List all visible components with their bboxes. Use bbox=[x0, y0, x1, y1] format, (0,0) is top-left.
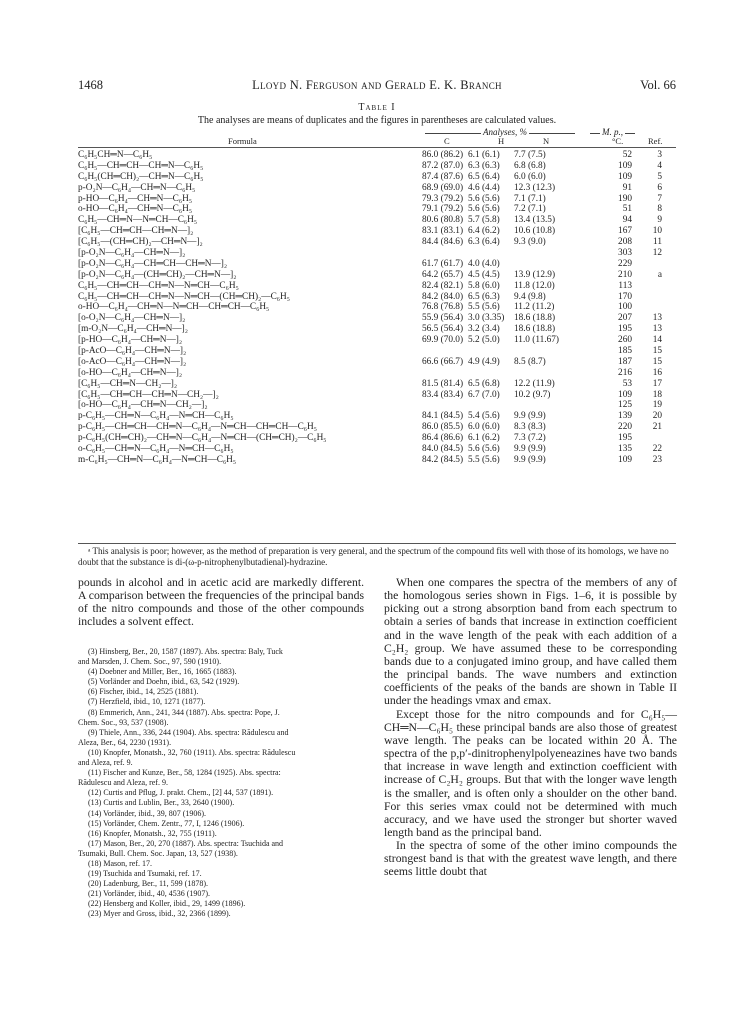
table-top-rule bbox=[78, 147, 676, 148]
hydrogen-cell: 6.5 (6.8) bbox=[468, 378, 500, 389]
melting-point-cell: 229 bbox=[618, 258, 632, 269]
reference-line: Tsumaki, Bull. Chem. Soc. Japan, 13, 527 (1938). bbox=[78, 848, 238, 858]
reference-line: (21) Vorländer, ibid., 40, 4536 (1907). bbox=[88, 889, 211, 899]
formula-cell: C₆H₅—CH═N—N═CH—C₆H₅ bbox=[78, 215, 198, 226]
reference-line: and Marsden, J. Chem. Soc., 97, 590 (1910). bbox=[78, 657, 222, 667]
formula-cell: [p-O₂N—C₆H₄—(CH═CH)₂—CH═N—]₂ bbox=[78, 269, 237, 280]
carbon-cell: 83.4 (83.4) bbox=[422, 389, 464, 400]
formula-cell: p-C₆H₅(CH═CH)₂—CH═N—C₆H₄—N═CH—(CH═CH)₂—C₆H₅ bbox=[78, 433, 327, 444]
formula-cell: C₆H₅—CH═CH—CH═N—N═CH—(CH═CH)₂—C₆H₅ bbox=[78, 291, 290, 302]
table-body bbox=[78, 150, 678, 466]
table-row bbox=[78, 292, 678, 303]
hydrogen-cell: 4.6 (4.4) bbox=[468, 182, 500, 193]
formula-cell: p-C₆H₅—CH═N—C₆H₄—N═CH—C₆H₅ bbox=[78, 411, 234, 422]
formula-cell: C₆H₅CH═N—C₆H₅ bbox=[78, 150, 153, 160]
reference-cell: 17 bbox=[652, 378, 662, 389]
melting-point-cell: 208 bbox=[618, 237, 632, 248]
nitrogen-cell: 6.0 (6.0) bbox=[514, 171, 546, 182]
nitrogen-cell: 9.9 (9.9) bbox=[514, 411, 546, 422]
body-paragraph: In the spectra of some of the other imino compounds the strongest band is that with the greatest wave length, and there seems little doubt that bbox=[384, 839, 677, 879]
carbon-cell: 84.1 (84.5) bbox=[422, 411, 464, 422]
nitrogen-cell: 6.8 (6.8) bbox=[514, 160, 546, 171]
reference-line: (17) Mason, Ber., 20, 270 (1887). Abs. spectra: Tsuchida and bbox=[88, 838, 284, 848]
melting-point-cell: 187 bbox=[618, 356, 632, 367]
table-row bbox=[78, 313, 678, 324]
reference-cell: 3 bbox=[657, 150, 662, 160]
carbon-cell: 83.1 (83.1) bbox=[422, 226, 464, 237]
nitrogen-cell: 13.9 (12.9) bbox=[514, 269, 556, 280]
formula-cell: o-HO—C₆H₄—CH═N—C₆H₅ bbox=[78, 204, 193, 215]
formula-cell: [p-O₂N—C₆H₄—CH═N—]₂ bbox=[78, 248, 186, 259]
carbon-cell: 86.0 (86.2) bbox=[422, 150, 464, 160]
formula-cell: [C₆H₅—CH═CH—CH═N—CH₂—]₂ bbox=[78, 389, 219, 400]
reference-line: (16) Knopfer, Monatsh., 32, 755 (1911). bbox=[88, 828, 217, 838]
melting-point-cell: 303 bbox=[618, 248, 632, 259]
hydrogen-cell: 6.4 (6.2) bbox=[468, 226, 500, 237]
hydrogen-cell: 5.5 (5.6) bbox=[468, 454, 500, 465]
carbon-cell: 55.9 (56.4) bbox=[422, 313, 464, 324]
hydrogen-cell: 6.5 (6.3) bbox=[468, 291, 500, 302]
reference-line: (14) Vorländer, ibid., 39, 807 (1906). bbox=[88, 808, 207, 818]
reference-cell: 15 bbox=[652, 356, 662, 367]
carbon-cell: 86.0 (85.5) bbox=[422, 422, 464, 433]
table-row bbox=[78, 226, 678, 237]
melting-point-cell: 91 bbox=[622, 182, 632, 193]
table-row bbox=[78, 270, 678, 281]
reference-line: (15) Vorländer, Chem. Zentr., 77, I, 1246 (1906). bbox=[88, 818, 245, 828]
reference-cell: 8 bbox=[657, 204, 662, 215]
melting-point-cell: 109 bbox=[618, 171, 632, 182]
right-column bbox=[384, 576, 677, 879]
reference-cell: 21 bbox=[652, 422, 662, 433]
table-row bbox=[78, 215, 678, 226]
reference-cell: 11 bbox=[653, 237, 662, 248]
table-bottom-rule bbox=[78, 543, 676, 544]
nitrogen-cell: 12.3 (12.3) bbox=[514, 182, 556, 193]
reference-line: (13) Curtis and Lublin, Ber., 33, 2640 (1900). bbox=[88, 798, 235, 808]
formula-cell: [m-O₂N—C₆H₄—CH═N—]₂ bbox=[78, 324, 188, 335]
formula-cell: p-O₂N—C₆H₄—CH═N—C₆H₅ bbox=[78, 182, 196, 193]
reference-cell: 9 bbox=[657, 215, 662, 226]
melting-point-cell: 100 bbox=[618, 302, 632, 313]
carbon-cell: 84.2 (84.0) bbox=[422, 291, 464, 302]
hydrogen-cell: 3.0 (3.35) bbox=[468, 313, 505, 324]
reference-line: (4) Doebner and Miller, Ber., 16, 1665 (1883). bbox=[88, 667, 237, 677]
carbon-cell: 56.5 (56.4) bbox=[422, 324, 464, 335]
hydrogen-cell: 6.1 (6.1) bbox=[468, 150, 500, 160]
reference-line: Chem. Soc., 93, 537 (1908). bbox=[78, 717, 169, 727]
running-title: Lloyd N. Ferguson and Gerald E. K. Branch bbox=[252, 78, 502, 92]
formula-cell: [o-HO—C₆H₄—CH═N—CH₂—]₂ bbox=[78, 400, 208, 411]
formula-cell: p-HO—C₆H₄—CH═N—C₆H₅ bbox=[78, 193, 193, 204]
nitrogen-cell: 8.5 (8.7) bbox=[514, 356, 546, 367]
melting-point-cell: 139 bbox=[618, 411, 632, 422]
formula-cell: [C₆H₅—CH═N—CH₂—]₂ bbox=[78, 378, 178, 389]
carbon-cell: 87.4 (87.6) bbox=[422, 171, 464, 182]
formula-cell: [p-HO—C₆H₄—CH═N—]₂ bbox=[78, 335, 183, 346]
formula-cell: [p-O₂N—C₆H₄—CH═CH—CH═N—]₂ bbox=[78, 258, 228, 269]
formula-cell: p-C₆H₅—CH═CH—CH═N—C₆H₄—N═CH—CH═CH—C₆H₅ bbox=[78, 422, 317, 433]
reference-line: (23) Myer and Gross, ibid., 32, 2366 (1899). bbox=[88, 909, 231, 919]
table-row bbox=[78, 390, 678, 401]
formula-cell: [p-AcO—C₆H₄—CH═N—]₂ bbox=[78, 346, 187, 357]
reference-cell: 6 bbox=[657, 182, 662, 193]
reference-line: (18) Mason, ref. 17. bbox=[88, 858, 152, 868]
hydrogen-cell: 5.6 (5.6) bbox=[468, 204, 500, 215]
reference-line: (12) Curtis and Pflug, J. prakt. Chem., [2] 44, 537 (1891). bbox=[88, 788, 274, 798]
table-row bbox=[78, 368, 678, 379]
formula-cell: [C₆H₅—CH═CH—CH═N—]₂ bbox=[78, 226, 194, 237]
reference-cell: 19 bbox=[652, 400, 662, 411]
hydrogen-cell: 6.0 (6.0) bbox=[468, 422, 500, 433]
formula-cell: [o-O₂N—C₆H₄—CH═N—]₂ bbox=[78, 313, 186, 324]
nitrogen-cell: 13.4 (13.5) bbox=[514, 215, 556, 226]
nitrogen-cell: 18.6 (18.8) bbox=[514, 313, 556, 324]
hydrogen-cell: 6.7 (7.0) bbox=[468, 389, 500, 400]
melting-point-cell: 53 bbox=[622, 378, 632, 389]
carbon-cell: 69.9 (70.0) bbox=[422, 335, 464, 346]
reference-line: (3) Hinsberg, Ber., 20, 1587 (1897). Abs. spectra: Baly, Tuck bbox=[88, 647, 283, 656]
table-row bbox=[78, 400, 678, 411]
formula-cell: m-C₆H₅—CH═N—C₆H₄—N═CH—C₆H₅ bbox=[78, 454, 237, 465]
reference-cell: 18 bbox=[652, 389, 662, 400]
nitrogen-cell: 7.3 (7.2) bbox=[514, 433, 546, 444]
table-row bbox=[78, 433, 678, 444]
hydrogen-cell: 5.5 (5.6) bbox=[468, 302, 500, 313]
reference-line: and Aleza, ref. 9. bbox=[78, 758, 133, 768]
table-row bbox=[78, 444, 678, 455]
nitrogen-cell: 8.3 (8.3) bbox=[514, 422, 546, 433]
nitrogen-cell: 7.2 (7.1) bbox=[514, 204, 546, 215]
table-row bbox=[78, 281, 678, 292]
nitrogen-cell: 9.4 (9.8) bbox=[514, 291, 546, 302]
melting-point-cell: 109 bbox=[618, 389, 632, 400]
reference-line: (9) Thiele, Ann., 336, 244 (1904). Abs. spectra: Rădulescu and bbox=[88, 727, 289, 737]
carbon-cell: 79.3 (79.2) bbox=[422, 193, 464, 204]
carbon-cell: 82.4 (82.1) bbox=[422, 280, 464, 291]
carbon-cell: 81.5 (81.4) bbox=[422, 378, 464, 389]
table-row bbox=[78, 335, 678, 346]
carbon-cell: 66.6 (66.7) bbox=[422, 356, 464, 367]
reference-line: (7) Herzfield, ibid., 10, 1271 (1877). bbox=[88, 697, 206, 707]
formula-cell: o-C₆H₅—CH═N—C₆H₄—N═CH—C₆H₅ bbox=[78, 444, 234, 455]
nitrogen-cell: 12.2 (11.9) bbox=[514, 378, 555, 389]
carbon-cell: 61.7 (61.7) bbox=[422, 258, 464, 269]
formula-cell: [o-HO—C₆H₄—CH═N—]₂ bbox=[78, 367, 183, 378]
reference-line: (6) Fischer, ibid., 14, 2525 (1881). bbox=[88, 687, 199, 697]
melting-point-cell: 207 bbox=[618, 313, 632, 324]
table-row bbox=[78, 172, 678, 183]
melting-point-cell: 94 bbox=[622, 215, 632, 226]
formula-cell: [C₆H₅—(CH═CH)₂—CH═N—]₂ bbox=[78, 237, 203, 248]
left-paragraph: pounds in alcohol and in acetic acid are markedly different. A comparison between the frequencies of the principal bands of the nitro compounds and those of the other compounds includes a solvent effect. bbox=[78, 576, 364, 629]
reference-line: (19) Tsuchida and Tsumaki, ref. 17. bbox=[88, 869, 202, 879]
reference-cell: 15 bbox=[652, 346, 662, 357]
melting-point-cell: 210 bbox=[618, 269, 632, 280]
nitrogen-cell: 9.3 (9.0) bbox=[514, 237, 546, 248]
table-row bbox=[78, 248, 678, 259]
table-footnote: ᵃ This analysis is poor; however, as the method of preparation is very general, and the spectrum of the compound fits well with those of its homologs, we have no doubt that the substance is di-(ω-p-nitrophenylbutadienal)-hydrazine. bbox=[78, 546, 669, 567]
reference-line: (22) Hensberg and Koller, ibid., 29, 1499 (1896). bbox=[88, 899, 246, 909]
reference-line: (5) Vorländer and Doehn, ibid., 63, 542 (1929). bbox=[88, 677, 240, 687]
formula-cell: C₆H₅—CH═CH—CH═N—N═CH—C₆H₅ bbox=[78, 280, 239, 291]
table-row bbox=[78, 346, 678, 357]
carbon-cell: 84.2 (84.5) bbox=[422, 454, 464, 465]
table-row bbox=[78, 324, 678, 335]
carbon-cell: 86.4 (86.6) bbox=[422, 433, 464, 444]
formula-cell: C₆H₅(CH═CH)₂—CH═N—C₆H₅ bbox=[78, 171, 204, 182]
mp-label: M. p., bbox=[602, 127, 623, 137]
carbon-cell: 80.6 (80.8) bbox=[422, 215, 464, 226]
melting-point-cell: 109 bbox=[618, 160, 632, 171]
reference-line: (20) Ladenburg, Ber., 11, 599 (1878). bbox=[88, 879, 208, 889]
table-row bbox=[78, 194, 678, 205]
reference-cell: 10 bbox=[652, 226, 662, 237]
nitrogen-cell: 11.8 (12.0) bbox=[514, 280, 555, 291]
hydrogen-cell: 4.0 (4.0) bbox=[468, 258, 500, 269]
nitrogen-cell: 11.2 (11.2) bbox=[514, 302, 555, 313]
reference-cell: a bbox=[657, 269, 662, 280]
col-header-c: C bbox=[444, 136, 450, 146]
melting-point-cell: 170 bbox=[618, 291, 632, 302]
nitrogen-cell: 11.0 (11.67) bbox=[514, 335, 560, 346]
reference-cell: 20 bbox=[652, 411, 662, 422]
melting-point-cell: 220 bbox=[618, 422, 632, 433]
melting-point-cell: 51 bbox=[622, 204, 632, 215]
references-list bbox=[78, 647, 364, 920]
running-header bbox=[78, 78, 676, 94]
reference-cell: 16 bbox=[652, 367, 662, 378]
hydrogen-cell: 6.3 (6.3) bbox=[468, 160, 500, 171]
reference-cell: 4 bbox=[657, 160, 662, 171]
hydrogen-cell: 6.3 (6.4) bbox=[468, 237, 500, 248]
nitrogen-cell: 9.9 (9.9) bbox=[514, 444, 546, 455]
table-row bbox=[78, 237, 678, 248]
hydrogen-cell: 5.2 (5.0) bbox=[468, 335, 500, 346]
melting-point-cell: 185 bbox=[618, 346, 632, 357]
body-paragraph: Except those for the nitro compounds and for C₆H₅—CH═N—C₆H₅ these principal bands are also those of greatest wave length. The peaks can be located within 20 Å. The spectra of the p,p′-dinitrophenylpolyeneazines have two bands that increase in wave length and extinction coefficient with increase of C₂H₂ groups. But that with the longer wave length is the smaller, and is often only a shoulder on the other band. For this series νmax could not be determined with much accuracy, and we have used the stronger but shorter waved length band as the principal band. bbox=[384, 707, 677, 839]
carbon-cell: 84.4 (84.6) bbox=[422, 237, 464, 248]
hydrogen-cell: 5.6 (5.6) bbox=[468, 444, 500, 455]
melting-point-cell: 52 bbox=[622, 150, 632, 160]
left-column bbox=[78, 576, 364, 629]
body-paragraph: When one compares the spectra of the members of any of the homologous series shown in Figs. 1–6, it is possible by picking out a strong absorption band from each spectrum to obtain a series of bands that increase in extinction coefficient and in the wave length of the peak with each addition of a C₂H₂ group. We have assumed these to be corresponding bands due to a conjugated imino group, and have called them the principal bands. The wave numbers and extinction coefficients of the peaks of the bands are shown in Table II under the headings νmax and εmax. bbox=[384, 576, 677, 708]
melting-point-cell: 195 bbox=[618, 433, 632, 444]
reference-line: (8) Emmerich, Ann., 241, 344 (1887). Abs. spectra: Pope, J. bbox=[88, 707, 280, 717]
carbon-cell: 84.0 (84.5) bbox=[422, 444, 464, 455]
page-number: 1468 bbox=[78, 78, 103, 92]
hydrogen-cell: 3.2 (3.4) bbox=[468, 324, 500, 335]
col-header-n: N bbox=[543, 136, 550, 146]
col-header-formula: Formula bbox=[228, 136, 257, 146]
carbon-cell: 79.1 (79.2) bbox=[422, 204, 464, 215]
table-row bbox=[78, 259, 678, 270]
table-caption: The analyses are means of duplicates and the figures in parentheses are calculated values. bbox=[197, 115, 557, 126]
melting-point-cell: 190 bbox=[618, 193, 632, 204]
nitrogen-cell: 9.9 (9.9) bbox=[514, 454, 546, 465]
table-row bbox=[78, 183, 678, 194]
melting-point-cell: 216 bbox=[618, 367, 632, 378]
reference-cell: 23 bbox=[652, 454, 662, 465]
melting-point-cell: 167 bbox=[618, 226, 632, 237]
melting-point-cell: 135 bbox=[618, 444, 632, 455]
carbon-cell: 76.8 (76.8) bbox=[422, 302, 464, 313]
col-header-ref: Ref. bbox=[648, 136, 663, 146]
formula-cell: C₆H₅—CH═CH—CH═N—C₆H₅ bbox=[78, 160, 204, 171]
reference-cell: 5 bbox=[657, 171, 662, 182]
hydrogen-cell: 5.6 (5.6) bbox=[468, 193, 500, 204]
formula-cell: o-HO—C₆H₄—CH═N—N═CH—CH═CH—C₆H₅ bbox=[78, 302, 270, 313]
melting-point-cell: 109 bbox=[618, 454, 632, 465]
nitrogen-cell: 10.6 (10.8) bbox=[514, 226, 556, 237]
nitrogen-cell: 7.1 (7.1) bbox=[514, 193, 546, 204]
reference-line: Rădulescu and Aleza, ref. 9. bbox=[78, 778, 168, 788]
reference-line: (11) Fischer and Kunze, Ber., 58, 1284 (1925). Abs. spectra: bbox=[88, 768, 281, 778]
table-row bbox=[78, 455, 678, 466]
analyses-label: Analyses, % bbox=[483, 127, 527, 137]
table-row bbox=[78, 161, 678, 172]
melting-point-cell: 125 bbox=[618, 400, 632, 411]
carbon-cell: 87.2 (87.0) bbox=[422, 160, 464, 171]
formula-cell: [o-AcO—C₆H₄—CH═N—]₂ bbox=[78, 356, 187, 367]
reference-line: Aleza, Ber., 64, 2230 (1931). bbox=[78, 737, 172, 747]
carbon-cell: 64.2 (65.7) bbox=[422, 269, 464, 280]
col-header-h: H bbox=[498, 136, 505, 146]
hydrogen-cell: 5.7 (5.8) bbox=[468, 215, 500, 226]
carbon-cell: 68.9 (69.0) bbox=[422, 182, 464, 193]
table-row bbox=[78, 204, 678, 215]
volume-label: Vol. 66 bbox=[640, 78, 676, 92]
reference-cell: 13 bbox=[652, 324, 662, 335]
reference-cell: 14 bbox=[652, 335, 662, 346]
hydrogen-cell: 6.1 (6.2) bbox=[468, 433, 500, 444]
hydrogen-cell: 5.4 (5.6) bbox=[468, 411, 500, 422]
hydrogen-cell: 4.9 (4.9) bbox=[468, 356, 500, 367]
melting-point-cell: 113 bbox=[618, 280, 632, 291]
table-row bbox=[78, 150, 678, 161]
reference-cell: 13 bbox=[652, 313, 662, 324]
table-row bbox=[78, 357, 678, 368]
hydrogen-cell: 5.8 (6.0) bbox=[468, 280, 500, 291]
table-row bbox=[78, 422, 678, 433]
table-row bbox=[78, 379, 678, 390]
melting-point-cell: 260 bbox=[618, 335, 632, 346]
reference-cell: 22 bbox=[652, 444, 662, 455]
table-label: Table I bbox=[358, 102, 396, 113]
table-row bbox=[78, 302, 678, 313]
table-row bbox=[78, 411, 678, 422]
col-header-mp: °C. bbox=[612, 136, 624, 146]
reference-cell: 12 bbox=[652, 248, 662, 259]
reference-cell: 7 bbox=[657, 193, 662, 204]
reference-line: (10) Knopfer, Monatsh., 32, 760 (1911). Abs. spectra: Rădulescu bbox=[88, 747, 296, 757]
hydrogen-cell: 4.5 (4.5) bbox=[468, 269, 500, 280]
hydrogen-cell: 6.5 (6.4) bbox=[468, 171, 500, 182]
nitrogen-cell: 10.2 (9.7) bbox=[514, 389, 551, 400]
nitrogen-cell: 18.6 (18.8) bbox=[514, 324, 556, 335]
nitrogen-cell: 7.7 (7.5) bbox=[514, 150, 546, 160]
melting-point-cell: 195 bbox=[618, 324, 632, 335]
